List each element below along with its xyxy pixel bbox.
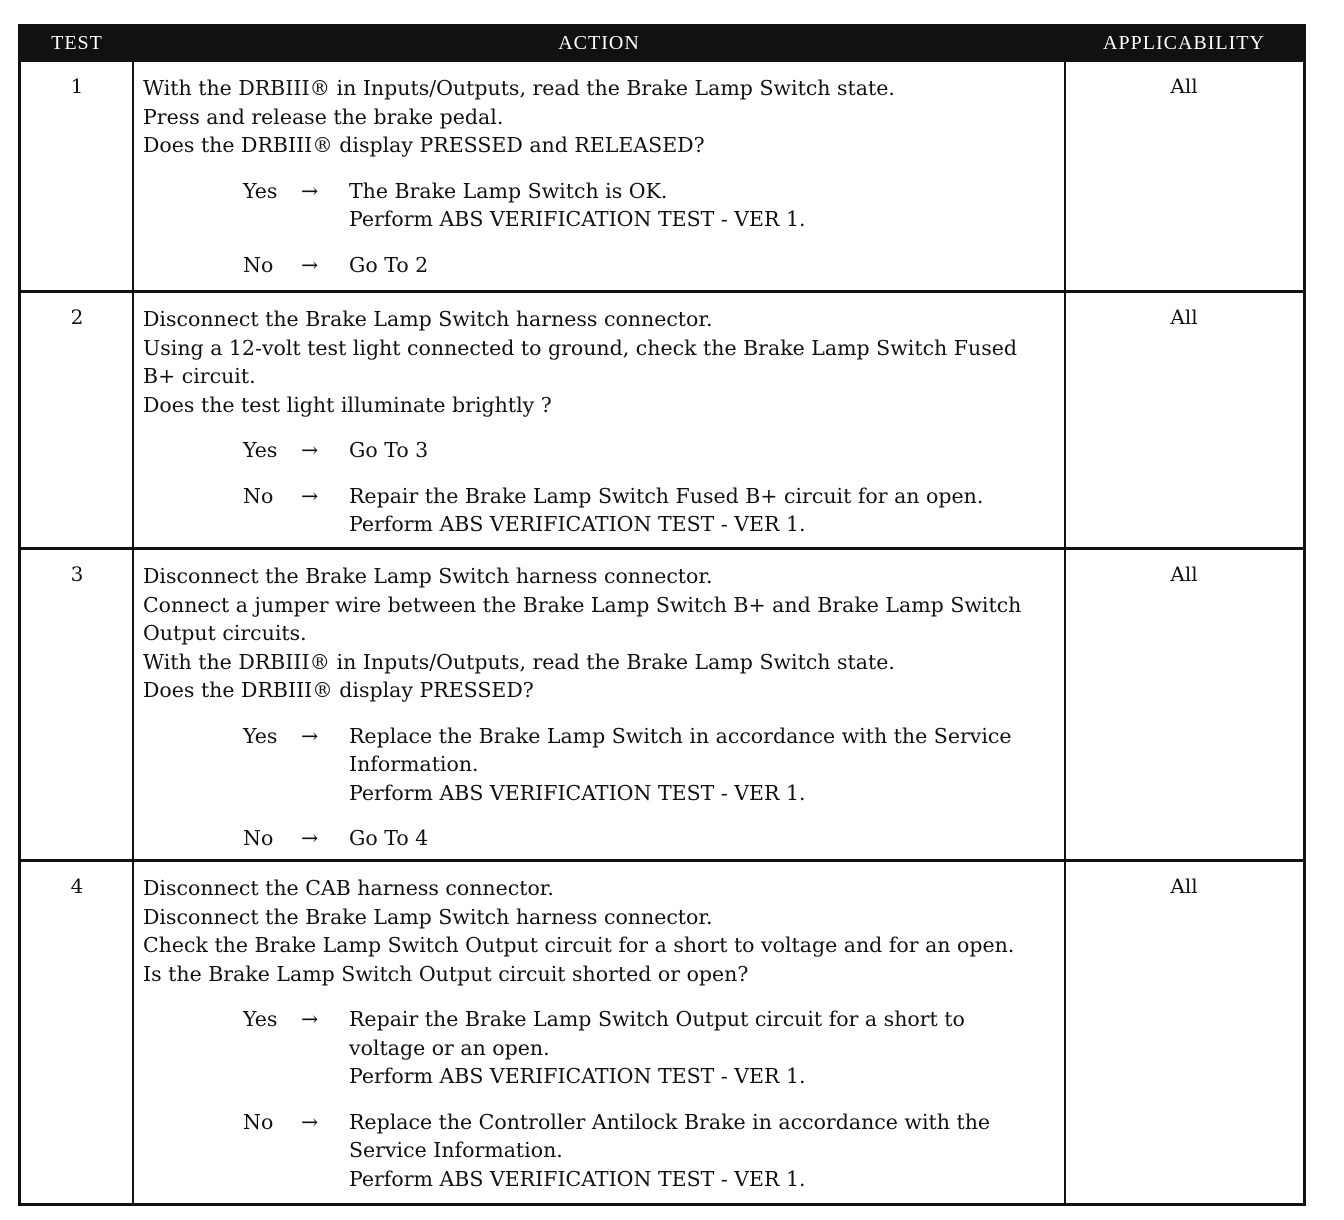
test-number: 1	[70, 74, 84, 98]
no-branch	[143, 1108, 1061, 1194]
action-line: Does the test light illuminate brightly ?	[143, 392, 552, 417]
result-line: Go To 4	[349, 826, 429, 850]
table-row	[21, 62, 1303, 290]
no-result-text	[349, 251, 1061, 280]
yes-result-text	[349, 177, 1061, 234]
yes-label: Yes	[243, 178, 278, 203]
table-row	[21, 859, 1303, 1203]
header-action: ACTION	[558, 32, 640, 54]
action-cell	[143, 305, 1061, 539]
no-label: No	[243, 826, 274, 850]
action-line: Connect a jumper wire between the Brake Lamp Switch B+ and Brake Lamp Switch	[143, 592, 1022, 617]
arrow-icon: →	[301, 723, 319, 748]
result-line: voltage or an open.	[349, 1035, 550, 1060]
yes-label: Yes	[243, 723, 278, 748]
applicability-value: All	[1170, 74, 1198, 98]
header-applicability: APPLICABILITY	[1103, 32, 1265, 54]
result-line: Perform ABS VERIFICATION TEST - VER 1.	[349, 780, 806, 805]
table-header	[21, 27, 1303, 62]
yes-result-text	[349, 722, 1061, 808]
action-cell	[143, 874, 1061, 1193]
yes-label: Yes	[243, 438, 278, 462]
no-result-text	[349, 1108, 1061, 1194]
yes-branch	[143, 436, 1061, 465]
result-line: Go To 3	[349, 438, 429, 462]
action-line: With the DRBIII® in Inputs/Outputs, read the Brake Lamp Switch state.	[143, 76, 895, 100]
action-line: Using a 12-volt test light connected to ground, check the Brake Lamp Switch Fused	[143, 335, 1017, 360]
yes-branch	[143, 1005, 1061, 1091]
test-number: 2	[70, 305, 84, 329]
no-label: No	[243, 252, 274, 277]
applicability-value: All	[1170, 305, 1198, 329]
action-line: Disconnect the Brake Lamp Switch harness connector.	[143, 307, 713, 331]
arrow-icon: →	[301, 1109, 319, 1134]
action-line: With the DRBIII® in Inputs/Outputs, read the Brake Lamp Switch state.	[143, 649, 895, 674]
table-row	[21, 547, 1303, 859]
test-number: 3	[70, 562, 84, 586]
action-line: Is the Brake Lamp Switch Output circuit shorted or open?	[143, 961, 749, 986]
yes-label: Yes	[243, 1007, 278, 1031]
action-line: Check the Brake Lamp Switch Output circuit for a short to voltage and for an open.	[143, 933, 1015, 957]
action-line: Disconnect the Brake Lamp Switch harness connector.	[143, 564, 713, 588]
action-line: Disconnect the Brake Lamp Switch harness connector.	[143, 904, 713, 929]
yes-result-text	[349, 1005, 1061, 1091]
no-result-text	[349, 824, 1061, 853]
diagnostic-test-table	[18, 24, 1306, 1206]
action-cell	[143, 562, 1061, 853]
result-line: Go To 2	[349, 252, 429, 277]
arrow-icon: →	[301, 438, 319, 462]
arrow-icon: →	[301, 252, 319, 277]
table-row	[21, 290, 1303, 547]
yes-branch	[143, 722, 1061, 808]
result-line: Perform ABS VERIFICATION TEST - VER 1.	[349, 512, 806, 536]
applicability-value: All	[1170, 874, 1198, 898]
result-line: Perform ABS VERIFICATION TEST - VER 1.	[349, 1064, 806, 1088]
no-label: No	[243, 1109, 274, 1134]
result-line: Repair the Brake Lamp Switch Fused B+ circuit for an open.	[349, 483, 984, 508]
action-cell	[143, 74, 1061, 279]
yes-branch	[143, 177, 1061, 234]
action-line: B+ circuit.	[143, 364, 256, 388]
result-line: Repair the Brake Lamp Switch Output circuit for a short to	[349, 1007, 965, 1031]
arrow-icon: →	[301, 826, 319, 850]
no-label: No	[243, 483, 274, 508]
header-test: TEST	[51, 32, 103, 54]
no-branch	[143, 824, 1061, 853]
arrow-icon: →	[301, 1007, 319, 1031]
result-line: Perform ABS VERIFICATION TEST - VER 1.	[349, 1166, 806, 1191]
action-line: Does the DRBIII® display PRESSED and RELEASED?	[143, 133, 705, 157]
no-branch	[143, 482, 1061, 539]
result-line: Service Information.	[349, 1138, 563, 1162]
yes-result-text	[349, 436, 1061, 465]
no-result-text	[349, 482, 1061, 539]
result-line: The Brake Lamp Switch is OK.	[349, 178, 668, 203]
action-line: Press and release the brake pedal.	[143, 104, 504, 129]
result-line: Information.	[349, 752, 479, 776]
action-line: Output circuits.	[143, 621, 307, 645]
result-line: Replace the Brake Lamp Switch in accordance with the Service	[349, 723, 1012, 748]
action-line: Disconnect the CAB harness connector.	[143, 876, 554, 900]
arrow-icon: →	[301, 178, 319, 203]
no-branch	[143, 251, 1061, 280]
applicability-value: All	[1170, 562, 1198, 586]
result-line: Replace the Controller Antilock Brake in accordance with the	[349, 1109, 991, 1134]
arrow-icon: →	[301, 483, 319, 508]
result-line: Perform ABS VERIFICATION TEST - VER 1.	[349, 207, 806, 231]
test-number: 4	[70, 874, 84, 898]
action-line: Does the DRBIII® display PRESSED?	[143, 678, 534, 702]
